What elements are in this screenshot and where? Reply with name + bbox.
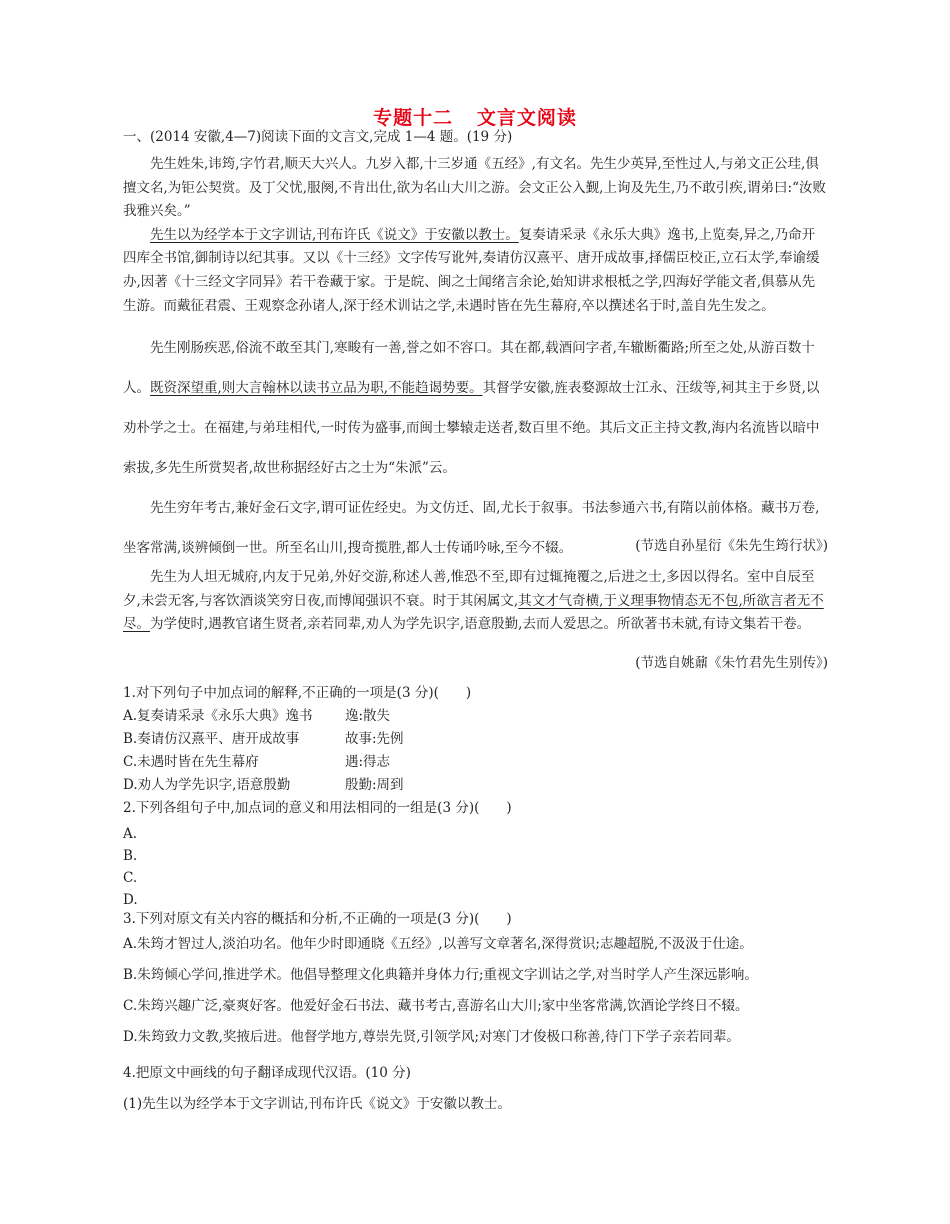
q2-option-c[interactable]: C. (123, 870, 138, 886)
passage1-paragraph2 (123, 224, 828, 318)
section-header-text: 一、(2014 安徽,4—7)阅读下面的文言文,完成 1—4 题。(19 分) (123, 129, 513, 145)
passage1-paragraph3 (123, 328, 828, 488)
q3-option-d[interactable]: D.朱筠致力文教,奖掖后进。他督学地方,尊崇先贤,引领学风;对寒门才俊极口称善,待门下学子亲若同辈。 (123, 1029, 740, 1045)
q1-option-a[interactable] (123, 705, 828, 728)
passage1-block2 (123, 328, 828, 568)
question-4 (123, 1058, 828, 1120)
q3-option-b[interactable]: B.朱筠倾心学问,推进学术。他倡导整理文化典籍并身体力行;重视文字训诂之学,对当时学人产生深远影响。 (123, 967, 758, 983)
passage1-paragraph3-rest: 其督学安徽,旌表婺源故士江永、汪绂等,祠其主于乡贤,以劝朴学之士。在福建,与弟珪相代,一时传为盛事,而闽士攀辕走送者,数百里不绝。其后文正主持文教,海内名流皆以暗中索拔,多先生所赏契者,故世称据经好古之士为“朱派”云。 (123, 380, 820, 476)
passage1-paragraph2-rest: 复奏请采录《永乐大典》逸书,上览奏,异之,乃命开四库全书馆,御制诗以纪其事。又以《十三经》文字传写讹舛,奏请仿汉熹平、唐开成故事,择儒臣校正,立石太学,奉谕缓办,因著《十三经文字同异》若干卷藏于家。于是皖、闽之士闻绪言余论,始知讲求根柢之学,四海好学能文者,俱慕从先生游。而戴征君震、王观察念孙诸人,深于经术训诂之学,未遇时皆在先生幕府,卒以撰述名于时,盖自先生发之。 (123, 226, 820, 314)
q3-option-c[interactable]: C.朱筠兴趣广泛,豪爽好客。他爱好金石书法、藏书考古,喜游名山大川;家中坐客常满,饮酒论学终日不辍。 (123, 998, 749, 1014)
q1-option-b-label: B.奏请仿汉熹平、唐开成故事 (123, 731, 300, 747)
title-part2: 文言文阅读 (476, 107, 577, 129)
q1-option-a-label: A.复奏请采录《永乐大典》逸书 (123, 708, 313, 724)
q1-option-c-gloss: 遇:得志 (345, 754, 391, 770)
title-part1: 专题十二 (373, 107, 454, 129)
question-4-part1: (1)先生以为经学本于文字训诂,刊布许氏《说文》于安徽以教士。 (123, 1096, 511, 1112)
passage2-block (123, 566, 828, 637)
passage2-rest: 为学使时,遇教官诸生贤者,亲若同辈,劝人为学先识字,语意殷勤,去而人爱思之。所欲著书未就,有诗文集若干卷。 (150, 616, 811, 633)
q1-option-d-label: D.劝人为学先识字,语意殷勤 (123, 777, 291, 793)
passage1-source (123, 535, 828, 559)
question-3 (123, 909, 828, 1053)
q1-option-c[interactable] (123, 751, 828, 774)
section-header (123, 126, 828, 150)
question-1-stem: 1.对下列句子中加点词的解释,不正确的一项是(3 分)( ) (123, 685, 472, 701)
q3-option-a[interactable]: A.朱筠才智过人,淡泊功名。他年少时即通晓《五经》,以善写文章著名,深得赏识;志趣超脱,不汲汲于仕途。 (123, 936, 753, 952)
passage1-source-text: (节选自孙星衍《朱先生筠行状》) (635, 538, 828, 554)
passage1-paragraph1: 先生姓朱,讳筠,字竹君,顺天大兴人。九岁入都,十三岁通《五经》,有文名。先生少英异,至性过人,与弟文正公珪,俱擅文名,为钜公契赏。及丁父忧,服阕,不肯出仕,欲为名山大川之游。会文正公入觐,上询及先生,乃不敢引疾,谓弟曰:“汝败我雅兴矣。” (123, 156, 826, 220)
passage2-paragraph (123, 566, 828, 637)
q2-option-a[interactable]: A. (123, 826, 138, 842)
question-2-options (123, 823, 828, 911)
passage1-paragraph3-start: 先生刚肠疾恶,俗流不敢至其门,寒畯有一善,誉之如不容口。其在都,载酒问字者,车辙断衢路;所至之处,从游百数十人。 (123, 340, 815, 396)
passage2-source (123, 652, 828, 676)
passage2-start: 先生为人坦无城府,内友于兄弟,外好交游,称述人善,惟恐不至,即有过辄掩覆之,后进之士,多因以得名。室中自辰至夕,未尝无客,与客饮酒谈笑穷日夜,而博闻强识不衰。时于其闲属文, (123, 569, 815, 609)
underlined-sentence-3: 其文才气奇横,于义理事物情态无不包,所欲言者无不尽。 (123, 592, 824, 633)
question-4-stem: 4.把原文中画线的句子翻译成现代汉语。(10 分) (123, 1065, 411, 1081)
q1-option-d-gloss: 殷勤:周到 (345, 777, 404, 793)
q1-option-c-label: C.未遇时皆在先生幕府 (123, 754, 259, 770)
q2-option-b[interactable]: B. (123, 848, 138, 864)
question-2-stem: 2.下列各组句子中,加点词的意义和用法相同的一组是(3 分)( ) (123, 800, 512, 816)
question-3-stem: 3.下列对原文有关内容的概括和分析,不正确的一项是(3 分)( ) (123, 911, 512, 927)
q1-option-b[interactable] (123, 728, 828, 751)
q1-option-b-gloss: 故事:先例 (345, 731, 404, 747)
q1-option-d[interactable] (123, 774, 828, 797)
question-1 (123, 682, 828, 820)
q1-option-a-gloss: 逸:散失 (345, 708, 391, 724)
underlined-sentence-1: 先生以为经学本于文字训诂,刊布许氏《说文》于安徽以教士。 (150, 226, 519, 243)
underlined-sentence-2: 既资深望重,则大言翰林以读书立品为职,不能趋谒势要。 (150, 380, 483, 396)
passage2-source-text: (节选自姚鼐《朱竹君先生别传》) (635, 655, 828, 671)
passage1-paragraph4: 先生穷年考古,兼好金石文字,谓可证佐经史。为文仿迁、固,尤长于叙事。书法参通六书,有隋以前体格。藏书万卷,坐客常满,谈辨倾倒一世。所至名山川,搜奇揽胜,都人士传诵吟咏,至今不辍。 (123, 500, 820, 556)
passage1-block1 (123, 153, 828, 318)
q2-option-d[interactable]: D. (123, 892, 138, 908)
